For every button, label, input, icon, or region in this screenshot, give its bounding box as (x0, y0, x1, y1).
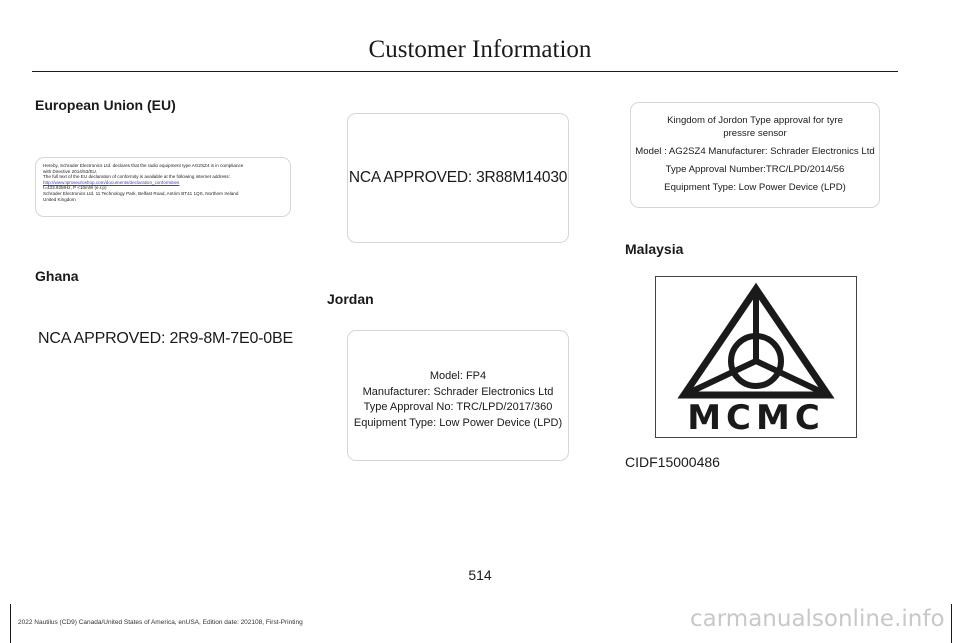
jordan-line-manufacturer: Manufacturer: Schrader Electronics Ltd (362, 385, 554, 398)
edition-footer: 2022 Nautilus (CD9) Canada/United States of America, enUSA, Edition date: 202108, First-Printing (18, 619, 303, 626)
mcmc-logo-icon (656, 277, 856, 437)
kingdom-jordon-box (630, 102, 880, 208)
eu-line-5: Schrader Electronics Ltd. 11 Technology Park, Belfast Road, Antrim BT41 1QS, Northern Ireland (43, 190, 239, 196)
eu-line-6: United Kingdom (43, 196, 76, 202)
header-rule (32, 71, 898, 72)
crop-mark-right (951, 604, 952, 643)
kingdom-line-1: Kingdom of Jordon Type approval for tyre (667, 115, 843, 126)
page-title: Customer Information (368, 36, 592, 63)
eu-declaration-link[interactable]: http://www.tpmseuroshop.com/documents/declaration_conformities (43, 179, 180, 185)
jordan-approval-box (347, 330, 569, 461)
mcmc-logo-text: MCMC (687, 398, 825, 437)
eu-line-1: Hereby, Schrader Electronics Ltd. declares that the radio equipment type AG2SZ4 is in compliance (43, 163, 244, 168)
eu-line-2: with Directive 2014/53/EU. (43, 168, 98, 174)
nca-approval-box (347, 113, 569, 243)
jordan-line-model: Model: FP4 (429, 370, 487, 382)
page-number: 514 (468, 567, 492, 583)
kingdom-line-4: Type Approval Number:TRC/LPD/2014/56 (665, 164, 845, 175)
kingdom-line-2: pressre sensor (723, 128, 787, 139)
nca-approval-text: NCA APPROVED: 3R88M14030 (348, 169, 568, 186)
eu-line-4: f=433.92MHz, P <10mW (e.r.p) (43, 185, 107, 191)
jordan-line-equipment: Equipment Type: Low Power Device (LPD) (353, 416, 563, 429)
kingdom-line-5: Equipment Type: Low Power Device (LPD) (664, 182, 846, 193)
watermark: carmanualsonline.info (690, 606, 945, 632)
jordan-line-approval: Type Approval No: TRC/LPD/2017/360 (363, 401, 553, 413)
mcmc-logo-frame (655, 276, 857, 438)
eu-heading: European Union (EU) (35, 97, 176, 113)
jordan-heading: Jordan (327, 291, 374, 307)
ghana-heading: Ghana (35, 268, 79, 284)
figure-id: CIDF15000486 (625, 454, 720, 470)
eu-line-3: The full text of the EU declaration of conformity is available at the following internet address: (43, 174, 230, 180)
kingdom-line-3: Model : AG2SZ4 Manufacturer: Schrader Electronics Ltd (635, 146, 875, 157)
crop-mark-left (10, 604, 11, 643)
malaysia-heading: Malaysia (625, 241, 684, 257)
eu-declaration-box (35, 157, 291, 217)
ghana-approval-text: NCA APPROVED: 2R9-8M-7E0-0BE (38, 330, 293, 347)
